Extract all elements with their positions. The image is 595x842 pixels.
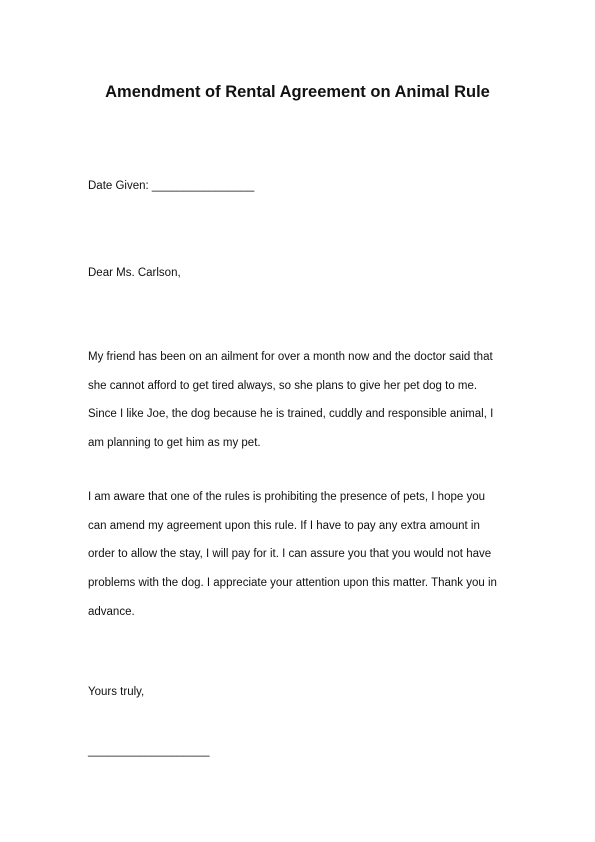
paragraph-line: problems with the dog. I appreciate your attention upon this matter. Thank you in bbox=[88, 577, 497, 590]
closing: Yours truly, bbox=[88, 686, 145, 698]
document-title: Amendment of Rental Agreement on Animal Rule bbox=[105, 83, 490, 101]
paragraph-line: I am aware that one of the rules is prohibiting the presence of pets, I hope you bbox=[88, 491, 485, 503]
greeting: Dear Ms. Carlson, bbox=[88, 267, 181, 279]
signature-line: ___________________ bbox=[88, 745, 210, 757]
body-paragraph-1 bbox=[88, 343, 518, 458]
paragraph-line: she cannot afford to get tired always, so she plans to give her pet dog to me. bbox=[88, 379, 478, 392]
paragraph-line: can amend my agreement upon this rule. If I have to pay any extra amount in bbox=[88, 519, 480, 532]
paragraph-line: advance. bbox=[88, 605, 135, 618]
paragraph-line: order to allow the stay, I will pay for it. I can assure you that you would not have bbox=[88, 548, 492, 561]
date-given-line: Date Given: ________________ bbox=[88, 180, 255, 192]
paragraph-line: Since I like Joe, the dog because he is trained, cuddly and responsible animal, I bbox=[88, 408, 494, 421]
paragraph-line: My friend has been on an ailment for over a month now and the doctor said that bbox=[88, 351, 493, 363]
body-paragraph-2 bbox=[88, 483, 518, 627]
paragraph-line: am planning to get him as my pet. bbox=[88, 437, 261, 450]
